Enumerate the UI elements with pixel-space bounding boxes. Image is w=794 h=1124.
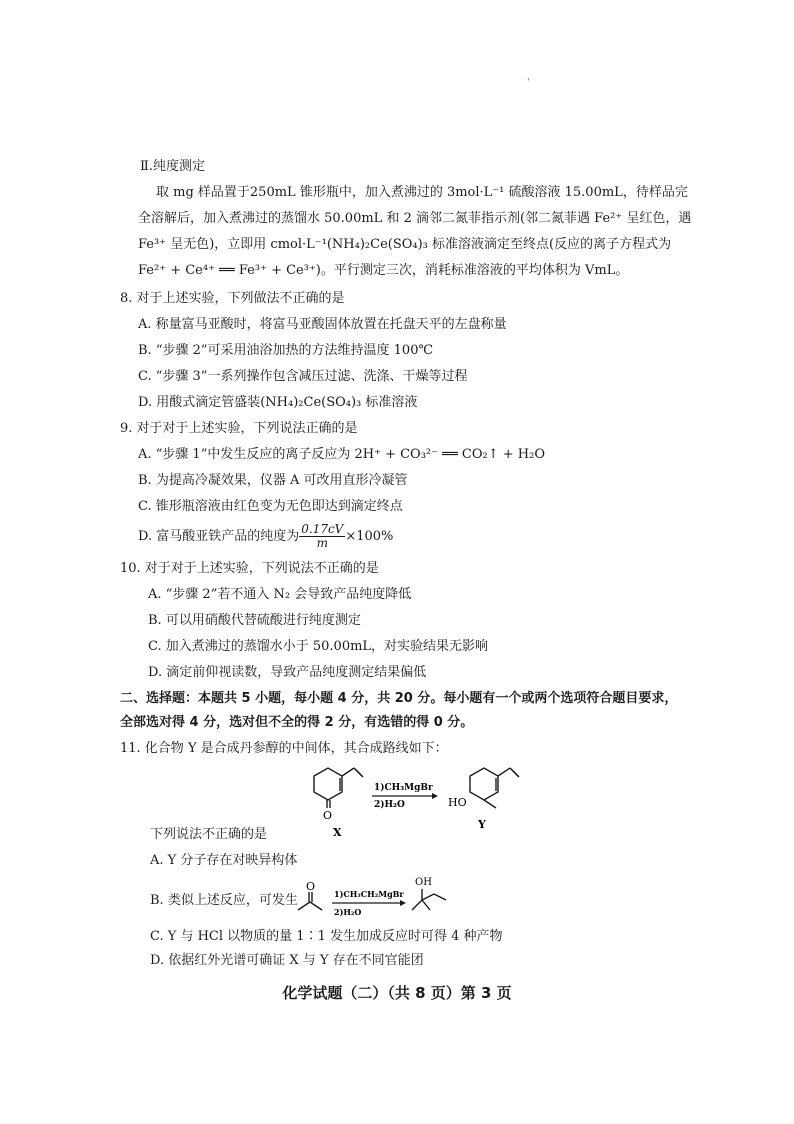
option-b-reagent-1: 1)CH₃CH₂MgBr <box>334 889 404 899</box>
question-10-option-a: A. “步骤 2”若不通入 N₂ 会导致产品纯度降低 <box>148 587 412 602</box>
question-8-option-c: C. “步骤 3”一系列操作包含减压过滤、洗涤、干燥等过程 <box>138 369 468 384</box>
question-8-option-b: B. “步骤 2”可采用油浴加热的方法维持温度 100℃ <box>138 343 434 358</box>
question-9-option-c: C. 锥形瓶溶液由红色变为无色即达到滴定终点 <box>138 499 403 514</box>
question-8-option-a: A. 称量富马亚酸时，将富马亚酸固体放置在托盘天平的左盘称量 <box>138 317 507 332</box>
question-11-option-a: A. Y 分子存在对映异构体 <box>150 853 298 868</box>
section-paragraph-line: 全溶解后，加入煮沸过的蒸馏水 50.00mL 和 2 滴邻二氮菲指示剂(邻二氮菲遇 Fe²⁺ 呈红色，遇 <box>138 211 692 226</box>
fraction-numerator: 0.17cV <box>301 522 344 536</box>
section-paragraph-line: Fe²⁺ + Ce⁴⁺ ══ Fe³⁺ + Ce³⁺)。平行测定三次，消耗标准溶液的平均体积为 VmL。 <box>138 263 629 278</box>
question-8-stem: 8. 对于上述实验，下列做法不正确的是 <box>120 291 345 306</box>
acetone-molecule <box>298 892 322 910</box>
question-11-sub-stem: 下列说法不正确的是 <box>150 827 268 842</box>
question-10-option-d: D. 滴定前仰视读数，导致产品纯度测定结果偏低 <box>148 665 427 680</box>
question-9-option-b: B. 为提高冷凝效果，仪器 A 可改用直形冷凝管 <box>138 473 408 488</box>
ketone-oxygen-label: O <box>306 880 316 893</box>
molecule-y <box>470 768 519 808</box>
question-10-option-c: C. 加入煮沸过的蒸馏水小于 50.00mL，对实验结果无影响 <box>148 639 489 654</box>
question-8-option-d: D. 用酸式滴定管盛装(NH₄)₂Ce(SO₄)₃ 标准溶液 <box>138 395 418 410</box>
molecule-x <box>314 768 363 808</box>
question-9-stem: 9. 对于对于上述实验，下列说法正确的是 <box>120 421 358 436</box>
arrow-head <box>400 900 406 906</box>
purity-fraction <box>299 523 345 550</box>
question-9-option-a: A. “步骤 1”中发生反应的离子反应为 2H⁺ + CO₃²⁻ ══ CO₂↑ + H₂O <box>138 447 545 462</box>
option-d-suffix: ×100% <box>345 529 394 544</box>
question-10-option-b: B. 可以用硝酸代替硫酸进行纯度测定 <box>148 613 361 628</box>
page-footer: 化学试题（二）（共 8 页）第 3 页 <box>282 984 512 1002</box>
part-2-heading-continued: 全部选对得 4 分，选对但不全的得 2 分，有选错的得 0 分。 <box>120 715 474 730</box>
question-10-stem: 10. 对于对于上述实验，下列说法不正确的是 <box>120 561 379 576</box>
question-11-option-d: D. 依据红外光谱可确证 X 与 Y 存在不同官能团 <box>150 953 424 968</box>
question-11-option-c: C. Y 与 HCl 以物质的量 1∶1 发生加成反应时可得 4 种产物 <box>150 929 503 944</box>
hydroxyl-label: HO <box>448 796 467 809</box>
label-x: X <box>333 826 342 839</box>
reaction-scheme <box>300 762 550 840</box>
fraction-denominator: m <box>316 536 328 550</box>
section-heading: Ⅱ.纯度测定 <box>140 159 205 174</box>
reagent-2: 2)H₂O <box>374 800 405 810</box>
top-mark: ' <box>527 78 530 88</box>
carbonyl-oxygen-label: O <box>323 809 333 822</box>
question-11-stem: 11. 化合物 Y 是合成丹参醇的中间体，其合成路线如下： <box>120 741 448 756</box>
option-d-prefix: D. 富马酸亚铁产品的纯度为 <box>138 529 300 544</box>
question-11-option-b-prefix: B. 类似上述反应，可发生 <box>150 893 298 908</box>
part-2-heading: 二、选择题：本题共 5 小题，每小题 4 分，共 20 分。每小题有一个或两个选项符合题目要求， <box>120 691 678 706</box>
reagent-1: 1)CH₃MgBr <box>374 783 433 793</box>
arrow-head <box>432 793 438 799</box>
section-paragraph-line: Fe³⁺ 呈无色)，立即用 cmol·L⁻¹(NH₄)₂Ce(SO₄)₃ 标准溶液滴定至终点(反应的离子方程式为 <box>138 237 672 252</box>
option-b-scheme <box>290 872 470 926</box>
section-paragraph-line: 取 mg 样品置于250mL 锥形瓶中，加入煮沸过的 3mol·L⁻¹ 硫酸溶液 15.00mL，待样品完 <box>156 185 688 200</box>
label-y: Y <box>478 818 486 831</box>
question-9-option-d <box>138 522 393 552</box>
option-b-reagent-2: 2)H₂O <box>334 907 362 917</box>
alcohol-oh-label: OH <box>415 877 432 888</box>
tertiary-alcohol-molecule <box>412 889 446 910</box>
